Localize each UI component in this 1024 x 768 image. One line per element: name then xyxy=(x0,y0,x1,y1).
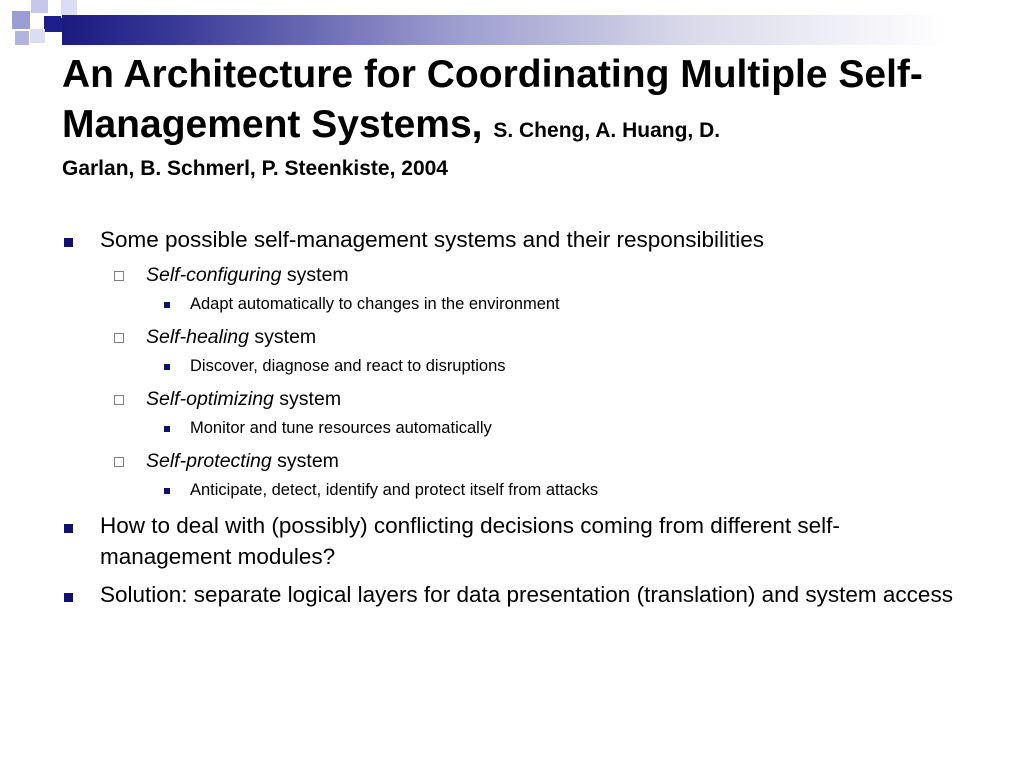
hollow-square-icon xyxy=(114,457,124,467)
sub-bullet-item xyxy=(62,386,962,413)
hollow-square-icon xyxy=(114,271,124,281)
authors-line-1: S. Cheng, A. Huang, D. xyxy=(493,119,721,142)
sub-bullet-emphasis: Self-configuring xyxy=(146,264,282,286)
decor-square xyxy=(12,11,30,29)
header-gradient-bar xyxy=(62,15,1024,45)
detail-bullet-item xyxy=(62,293,962,315)
bullet-item xyxy=(62,510,962,572)
detail-text: Anticipate, detect, identify and protect itself from attacks xyxy=(190,481,599,499)
sub-bullet-text: system xyxy=(248,326,317,348)
sub-bullet-text: system xyxy=(271,450,339,472)
filled-square-icon xyxy=(64,238,73,247)
sub-bullet-emphasis: Self-optimizing xyxy=(146,388,274,410)
title-text: An Architecture for Coordinating Multiple Self-Management Systems, xyxy=(62,53,923,146)
decor-square xyxy=(31,0,48,13)
small-filled-square-icon xyxy=(164,426,170,432)
sub-bullet-emphasis: Self-protecting xyxy=(146,450,272,472)
bullet-item xyxy=(62,224,962,255)
detail-bullet-item xyxy=(62,479,962,501)
filled-square-icon xyxy=(64,524,73,533)
slide-body xyxy=(62,224,962,617)
filled-square-icon xyxy=(64,593,73,602)
bullet-item xyxy=(62,579,962,610)
bullet-text: How to deal with (possibly) conflicting decisions coming from different self-management modules? xyxy=(100,513,840,569)
sub-bullet-item xyxy=(62,448,962,475)
small-filled-square-icon xyxy=(164,302,170,308)
sub-bullet-text: system xyxy=(281,264,349,286)
detail-text: Adapt automatically to changes in the environment xyxy=(190,295,560,313)
slide-title xyxy=(62,50,1002,184)
bullet-text: Some possible self-management systems and their responsibilities xyxy=(100,227,765,252)
bullet-text: Solution: separate logical layers for data presentation (translation) and system access xyxy=(100,582,953,607)
sub-bullet-emphasis: Self-healing xyxy=(146,326,249,348)
small-filled-square-icon xyxy=(164,364,170,370)
detail-text: Monitor and tune resources automatically xyxy=(190,419,492,437)
decor-square xyxy=(15,31,29,45)
sub-bullet-item xyxy=(62,324,962,351)
small-filled-square-icon xyxy=(164,488,170,494)
authors-line-2: Garlan, B. Schmerl, P. Steenkiste, 2004 xyxy=(62,157,448,180)
decor-square xyxy=(30,29,45,43)
detail-text: Discover, diagnose and react to disruptions xyxy=(190,357,506,375)
decor-square xyxy=(44,16,63,32)
hollow-square-icon xyxy=(114,395,124,405)
detail-bullet-item xyxy=(62,417,962,439)
hollow-square-icon xyxy=(114,333,124,343)
sub-bullet-item xyxy=(62,262,962,289)
detail-bullet-item xyxy=(62,355,962,377)
sub-bullet-text: system xyxy=(273,388,342,410)
